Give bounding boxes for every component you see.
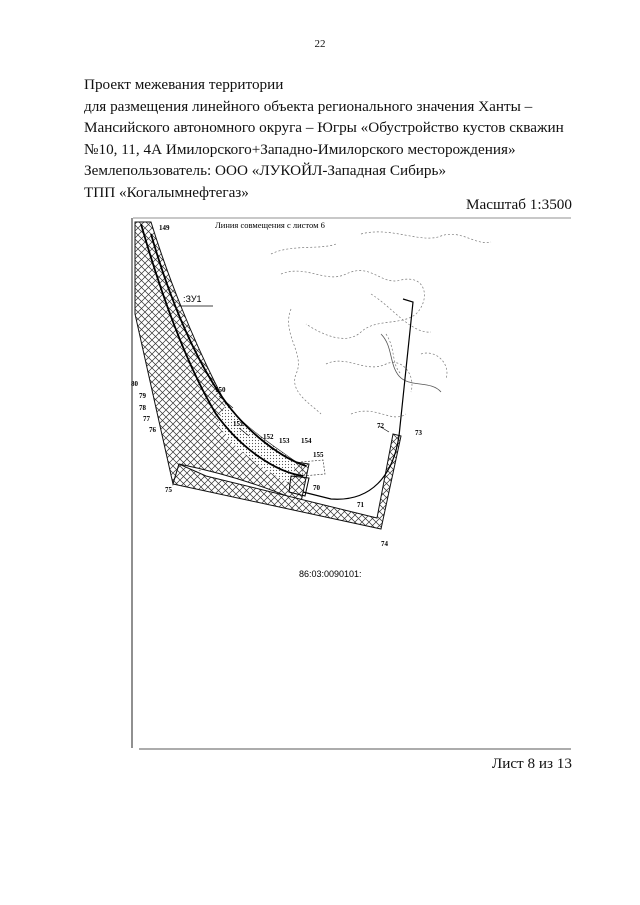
scale-label: Масштаб 1:3500 [466, 196, 572, 213]
access-road-line [303, 299, 413, 499]
point-label: 70 [313, 484, 320, 492]
point-label: 153 [279, 437, 290, 445]
cadastral-number: 86:03:0090101: [299, 569, 362, 579]
header-line: №10, 11, 4А Имилорского+Западно-Имилорского месторождения» [84, 140, 516, 158]
point-label: 154 [301, 437, 312, 445]
header-line: Землепользователь: ООО «ЛУКОЙЛ-Западная Сибирь» [84, 162, 447, 179]
point-label: 73 [415, 429, 422, 437]
point-label: 72 [377, 422, 384, 430]
point-label: 71 [357, 501, 364, 509]
sheet-label: Лист 8 из 13 [491, 755, 572, 772]
point-label: 149 [159, 224, 170, 232]
point-label: 74 [381, 540, 388, 548]
point-label: 79 [139, 392, 146, 400]
point-label: 78 [139, 404, 146, 412]
point-label: 76 [149, 426, 156, 434]
point-label: 151 [233, 420, 244, 428]
point-label: 152 [263, 433, 274, 441]
header-line: для размещения линейного объекта регионального значения Ханты – [84, 97, 533, 115]
point-label: 77 [143, 415, 150, 423]
point-label: 150 [215, 386, 226, 394]
survey-map [131, 214, 571, 750]
parcel-label: :ЗУ1 [183, 294, 202, 304]
header-line: Мансийского автономного округа – Югры «Обустройство кустов скважин [84, 119, 564, 136]
point-label: 75 [165, 486, 172, 494]
header-line: ТПП «Когалымнефтегаз» [84, 183, 249, 201]
point-label: 80 [131, 380, 138, 388]
page-number: 22 [314, 38, 326, 50]
point-label: 155 [313, 451, 324, 459]
match-line-label: Линия совмещения с листом 6 [215, 220, 325, 230]
document-header [84, 74, 584, 203]
header-line: Проект межевания территории [84, 76, 284, 93]
